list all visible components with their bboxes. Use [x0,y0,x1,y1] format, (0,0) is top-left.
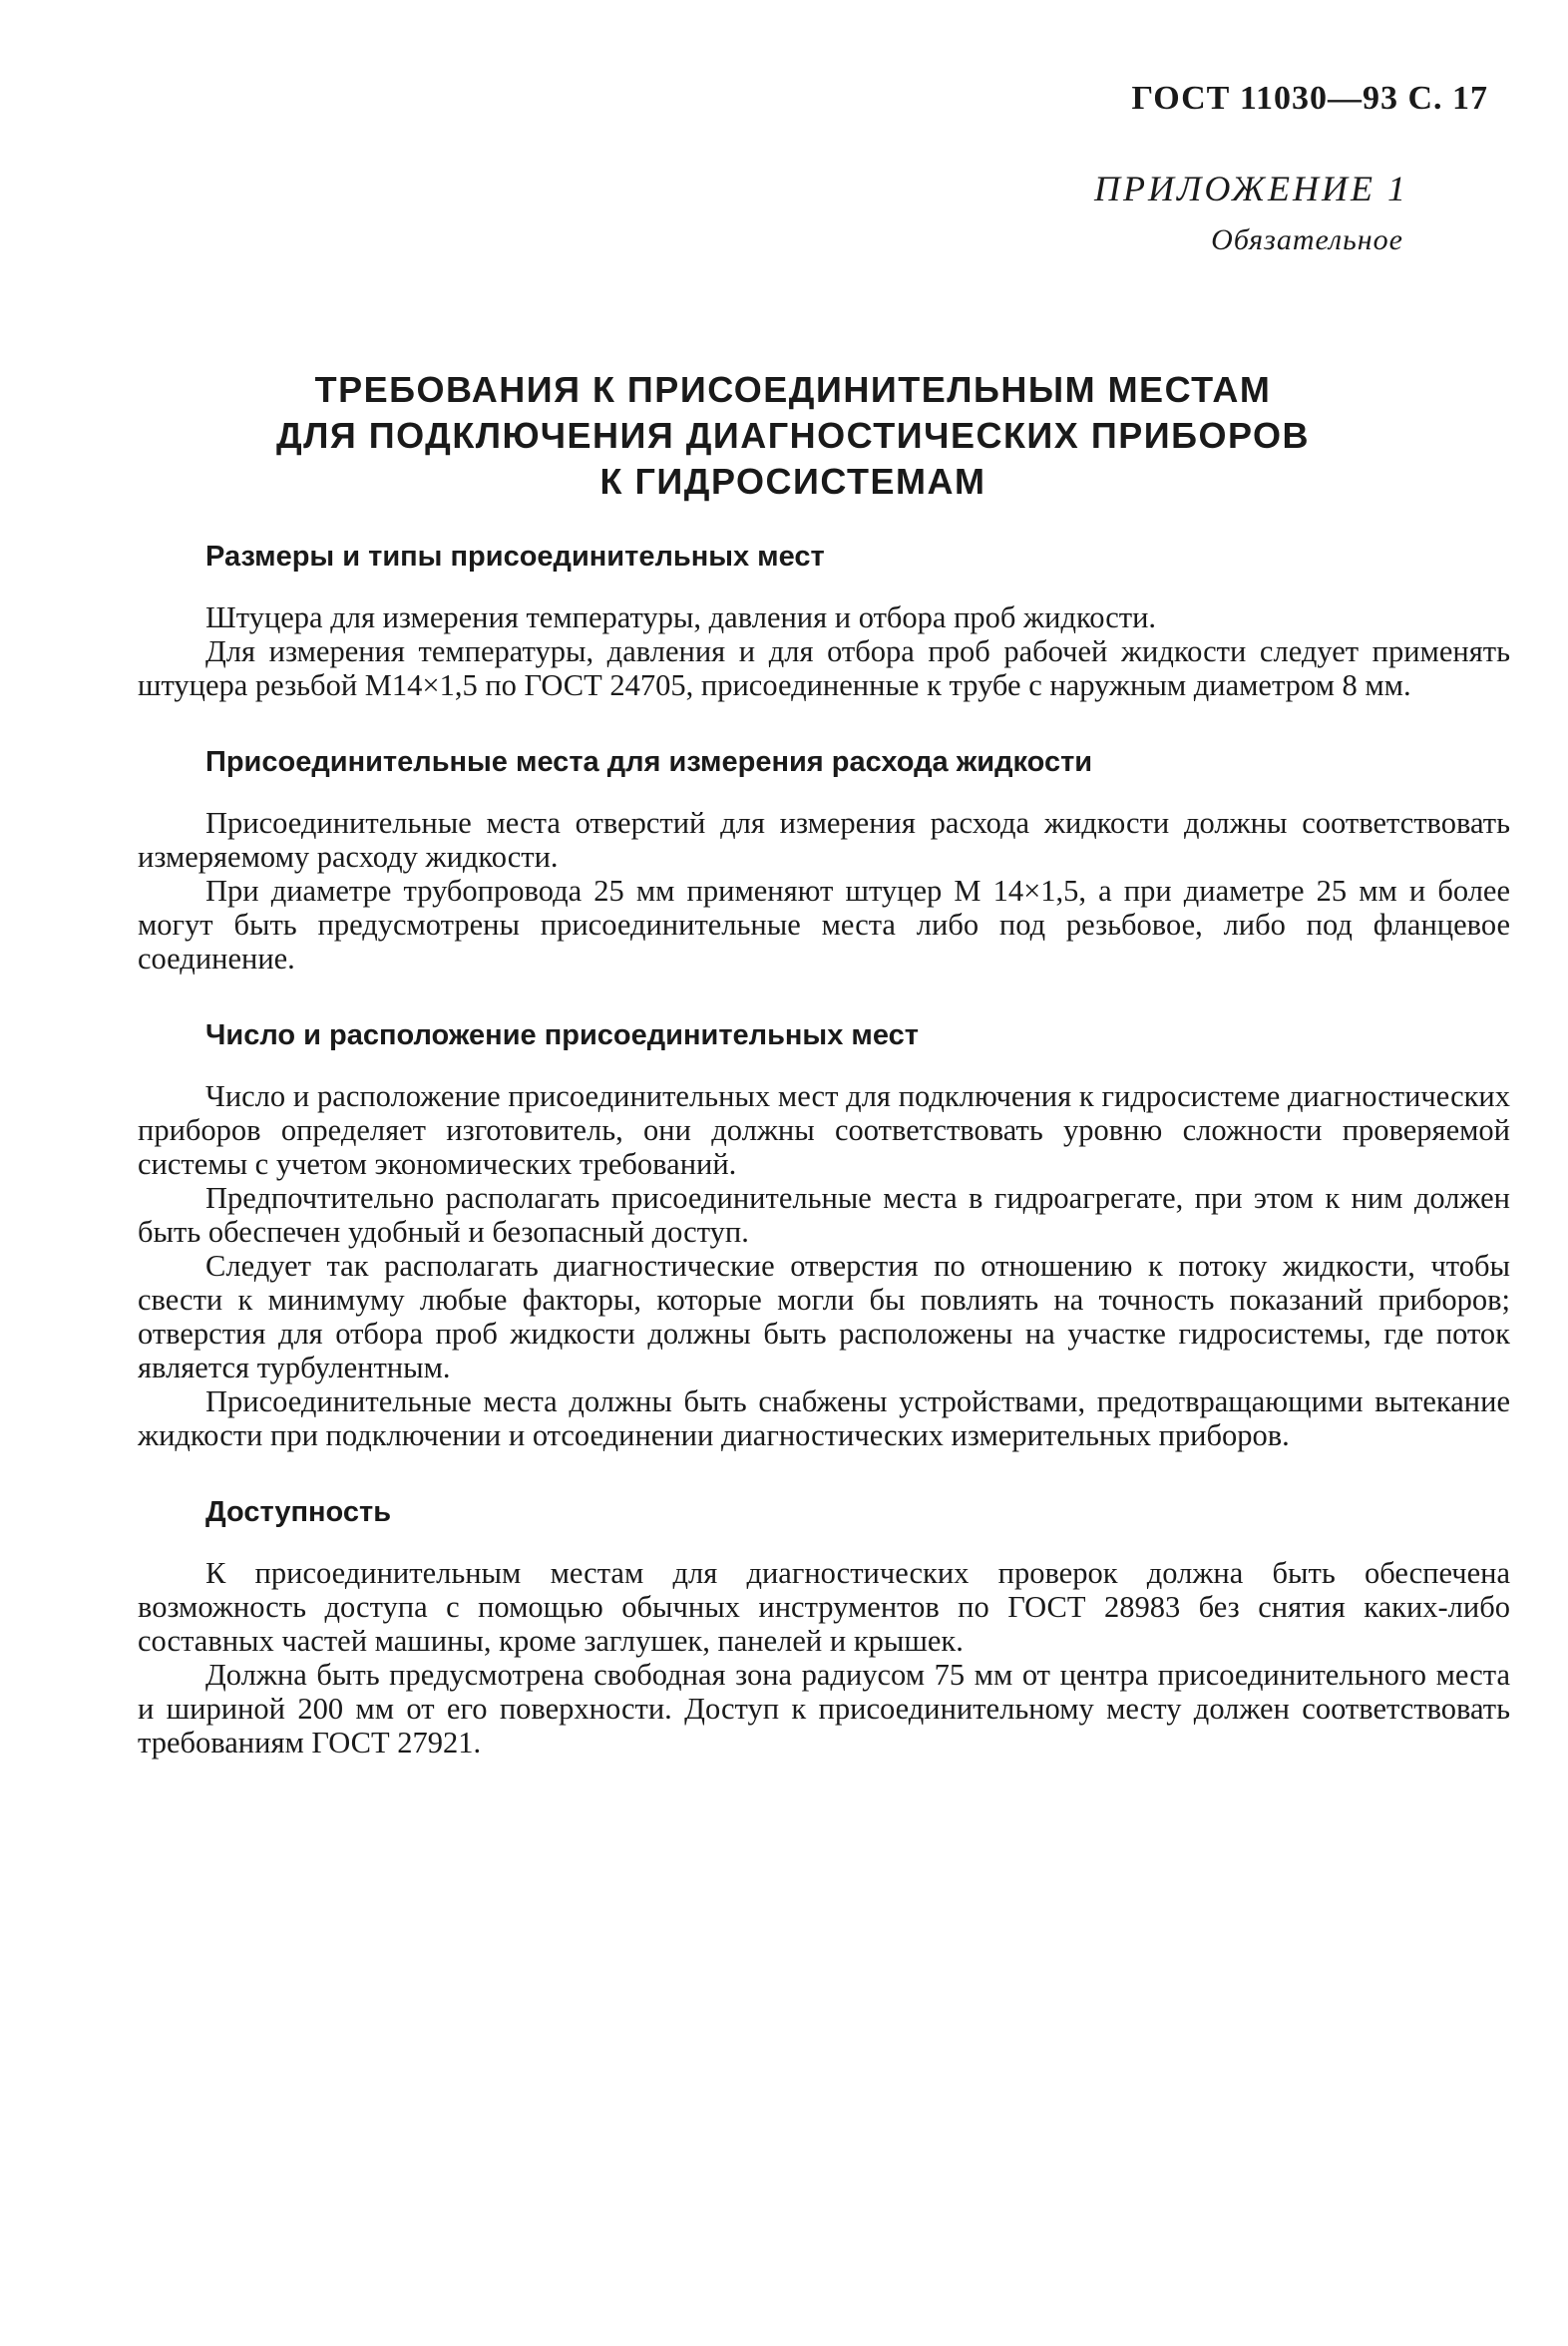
paragraph: Для измерения температуры, давления и для отбора проб рабочей жидкости следует применять штуцера резьбой М14×1,5 по ГОСТ 24705, присоединенные к трубе с наружным диаметром 8 мм. [138,634,1510,702]
appendix-label: ПРИЛОЖЕНИЕ 1 [1094,169,1408,208]
title-line: ДЛЯ ПОДКЛЮЧЕНИЯ ДИАГНОСТИЧЕСКИХ ПРИБОРОВ [275,415,1310,456]
paragraph: Штуцера для измерения температуры, давления и отбора проб жидкости. [205,600,1157,634]
paragraph: Следует так располагать диагностические отверстия по отношению к потоку жидкости, чтобы свести к минимуму любые факторы, которые могли бы повлиять на точность показаний приборов; отверстия для отбора проб жидкости должны быть расположены на участке гидросистемы, где поток является турбулентным. [138,1249,1510,1384]
paragraph: К присоединительным местам для диагностических проверок должна быть обеспечена возможность доступа с помощью обычных инструментов по ГОСТ 28983 без снятия каких-либо составных частей машины, кроме заглушек, панелей и крышек. [138,1556,1510,1658]
title-line: К ГИДРОСИСТЕМАМ [599,461,986,502]
title-line: ТРЕБОВАНИЯ К ПРИСОЕДИНИТЕЛЬНЫМ МЕСТАМ [314,369,1272,410]
appendix-title [199,367,1386,505]
section-flow-measurement [138,744,1510,976]
running-header: ГОСТ 11030—93 С. 17 [1131,80,1488,117]
section-number-location [138,1017,1510,1452]
section-heading: Размеры и типы присоединительных мест [205,541,825,573]
paragraph: При диаметре трубопровода 25 мм применяют штуцер М 14×1,5, а при диаметре 25 мм и более могут быть предусмотрены присоединительные места либо под резьбовое, либо под фланцевое соединение. [138,874,1510,976]
document-body [138,539,1510,1801]
paragraph: Присоединительные места должны быть снабжены устройствами, предотвращающими вытекание жидкости при подключении и отсоединении диагностических измерительных приборов. [138,1384,1510,1452]
section-dimensions-types [138,539,1510,702]
paragraph: Должна быть предусмотрена свободная зона радиусом 75 мм от центра присоединительного места и шириной 200 мм от его поверхности. Доступ к присоединительному месту должен соответствовать требованиям ГОСТ 27921. [138,1658,1510,1760]
section-heading: Доступность [205,1496,392,1528]
section-heading: Присоединительные места для измерения расхода жидкости [205,746,1093,778]
paragraph: Предпочтительно располагать присоединительные места в гидроагрегате, при этом к ним должен быть обеспечен удобный и безопасный доступ. [138,1181,1510,1249]
section-accessibility [138,1494,1510,1760]
section-heading: Число и расположение присоединительных мест [205,1019,919,1051]
paragraph: Число и расположение присоединительных мест для подключения к гидросистеме диагностических приборов определяет изготовитель, они должны соответствовать уровню сложности проверяемой системы с учетом экономических требований. [138,1079,1510,1181]
paragraph: Присоединительные места отверстий для измерения расхода жидкости должны соответствовать измеряемому расходу жидкости. [138,806,1510,874]
appendix-status: Обязательное [1211,223,1403,256]
